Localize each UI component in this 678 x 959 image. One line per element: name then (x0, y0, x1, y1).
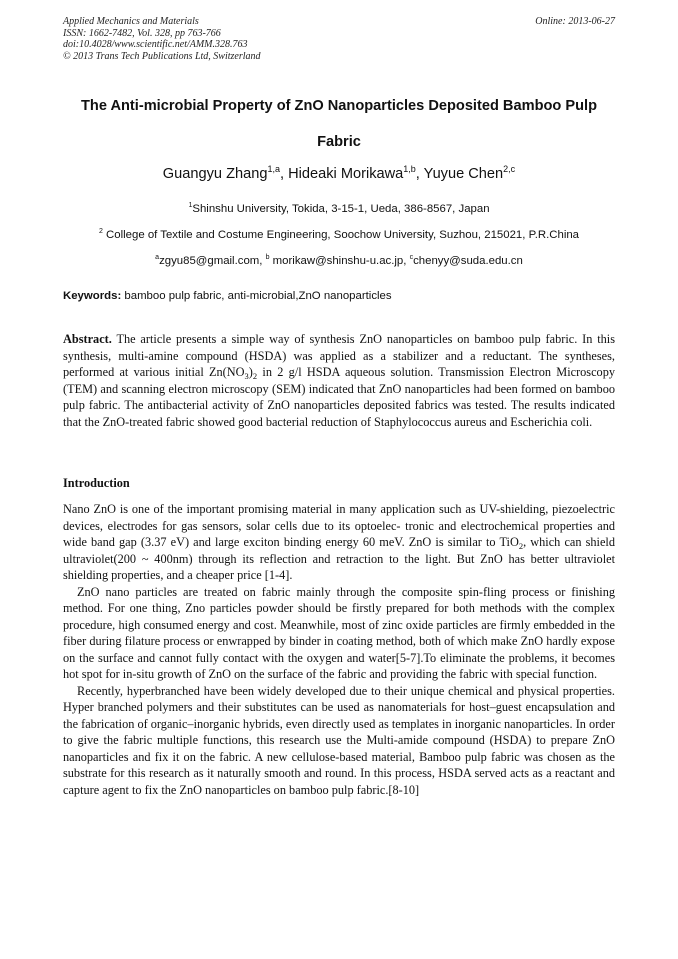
abstract-text: in 2 g/l HSDA aqueous solution. Transmission Electron Microscopy (TEM) and scanning electron microscopy (SEM) indicated that ZnO nanoparticles had been formed on bamboo pulp fabric. The antibacterial activity of ZnO nanoparticles deposited fabrics was tested. The results indicated that the ZnO-treated fabric showed good bacterial reduction of Staphylococcus aureus and Escherichia coli. (63, 365, 615, 429)
author-affil-sup: 1,a (267, 164, 280, 174)
journal-name: Applied Mechanics and Materials (63, 16, 199, 27)
journal-issn: ISSN: 1662-7482, Vol. 328, pp 763-766 (63, 27, 221, 39)
affiliation-1 (50, 203, 628, 215)
email-link[interactable]: chenyy@suda.edu.cn (413, 255, 523, 267)
subscript: 2 (518, 541, 524, 551)
author-list (63, 166, 615, 182)
author-separator: , (415, 166, 424, 182)
paragraph-text: , which can shield ultraviolet(200 ~ 400nm) through its reflection and retraction to the light. But ZnO has better ultraviolet shielding properties, and a cheaper price [1-4]. (63, 535, 615, 582)
paper-title: The Anti-microbial Property of ZnO Nanoparticles Deposited Bamboo Pulp Fabric (81, 98, 597, 150)
author-name: Guangyu Zhang (162, 166, 268, 182)
paragraph (63, 501, 615, 584)
paragraph: ZnO nano particles are treated on fabric mainly through the composite spin-fling process or finishing method. For one thing, Zno particles powder should be firstly prepared for both methods with the complex procedure, high consumed energy and cost. Meanwhile, most of zinc oxide particles are firmly embedded in the fiber during filature process or enwrapped by binder in coating method, both of which make ZnO hardly expose on the surface and cannot fully contact with the oxygen and water[5-7].To eliminate the problems, it becomes hot spot for in-situ growth of ZnO on the surface of the fabric and providing the fabric with special function. (63, 584, 615, 681)
author-name: Hideaki Morikawa (288, 166, 404, 182)
author-name: Yuyue Chen (423, 166, 504, 182)
keywords-label: Keywords: (63, 290, 122, 302)
affiliation-sup: 2 (98, 228, 103, 235)
author-affil-sup: 2,c (503, 164, 516, 174)
journal-header (63, 16, 261, 62)
subscript: 2 (252, 371, 258, 381)
paragraph: Recently, hyperbranched have been widely developed due to their unique chemical and physical properties. Hyper branched polymers and their substitutes can be used as nanomaterials for host–guest encapsulation and the fabrication of organic–inorganic hybrids, even directly used as templates in inorganic nanoparticles. In order to give the fabric multiple functions, this research use the Multi-amide compound (HSDA) to prepare ZnO nanoparticles and fix it on the fabric. A new cellulose-based material, Bamboo pulp fabric was chosen as the substrate for this research as it naturally smooth and round. In this process, HSDA served acts as a reactant and capture agent to fix the ZnO nanoparticles on bamboo pulp fabric.[8-10] (63, 683, 615, 797)
affiliation-2 (50, 229, 628, 241)
abstract-text: ) (248, 365, 253, 379)
abstract-label: Abstract. (63, 332, 112, 346)
journal-doi: doi:10.4028/www.scientific.net/AMM.328.763 (63, 39, 248, 50)
abstract-text: The article presents a simple way of synthesis ZnO nanoparticles on bamboo pulp fabric. In this synthesis, multi-amine compound (HSDA) was applied as a stabilizer and a reductant. The syntheses, performed at various initial Zn(NO (63, 332, 615, 379)
journal-copyright: © 2013 Trans Tech Publications Ltd, Switzerland (63, 50, 261, 62)
introduction-body (63, 501, 615, 798)
paragraph-text: Nano ZnO is one of the important promising material in many application such as UV-shielding, piezoelectric devices, electrodes for gas sensors, solar cells due to its optoelec- tronic and electrochemical properties and wide band gap (3.37 eV) and large exciton binding energy 60 meV. ZnO is similar to TiO (63, 502, 615, 549)
subscript: 3 (244, 371, 249, 381)
author-affil-sup: 1,b (403, 164, 416, 174)
affiliation-text: Shinshu University, Tokida, 3-15-1, Ueda, 386-8567, Japan (192, 203, 490, 215)
affiliation-sup: 1 (188, 202, 193, 209)
author-separator: , (279, 166, 289, 182)
email-sup: b (265, 254, 270, 261)
section-heading-introduction: Introduction (63, 476, 130, 490)
online-date: Online: 2013-06-27 (535, 16, 615, 27)
keywords (63, 290, 615, 302)
keywords-text: bamboo pulp fabric, anti-microbial,ZnO nanoparticles (121, 290, 392, 302)
abstract (63, 331, 615, 430)
email-line (50, 255, 628, 267)
email-link[interactable]: morikaw@shinshu-u.ac.jp, (269, 255, 410, 267)
email-link[interactable]: zgyu85@gmail.com, (159, 255, 266, 267)
affiliation-text: College of Textile and Costume Engineering, Soochow University, Suzhou, 215021, P.R.China (102, 229, 580, 241)
email-sup: a (155, 254, 160, 261)
email-sup: c (409, 254, 414, 261)
